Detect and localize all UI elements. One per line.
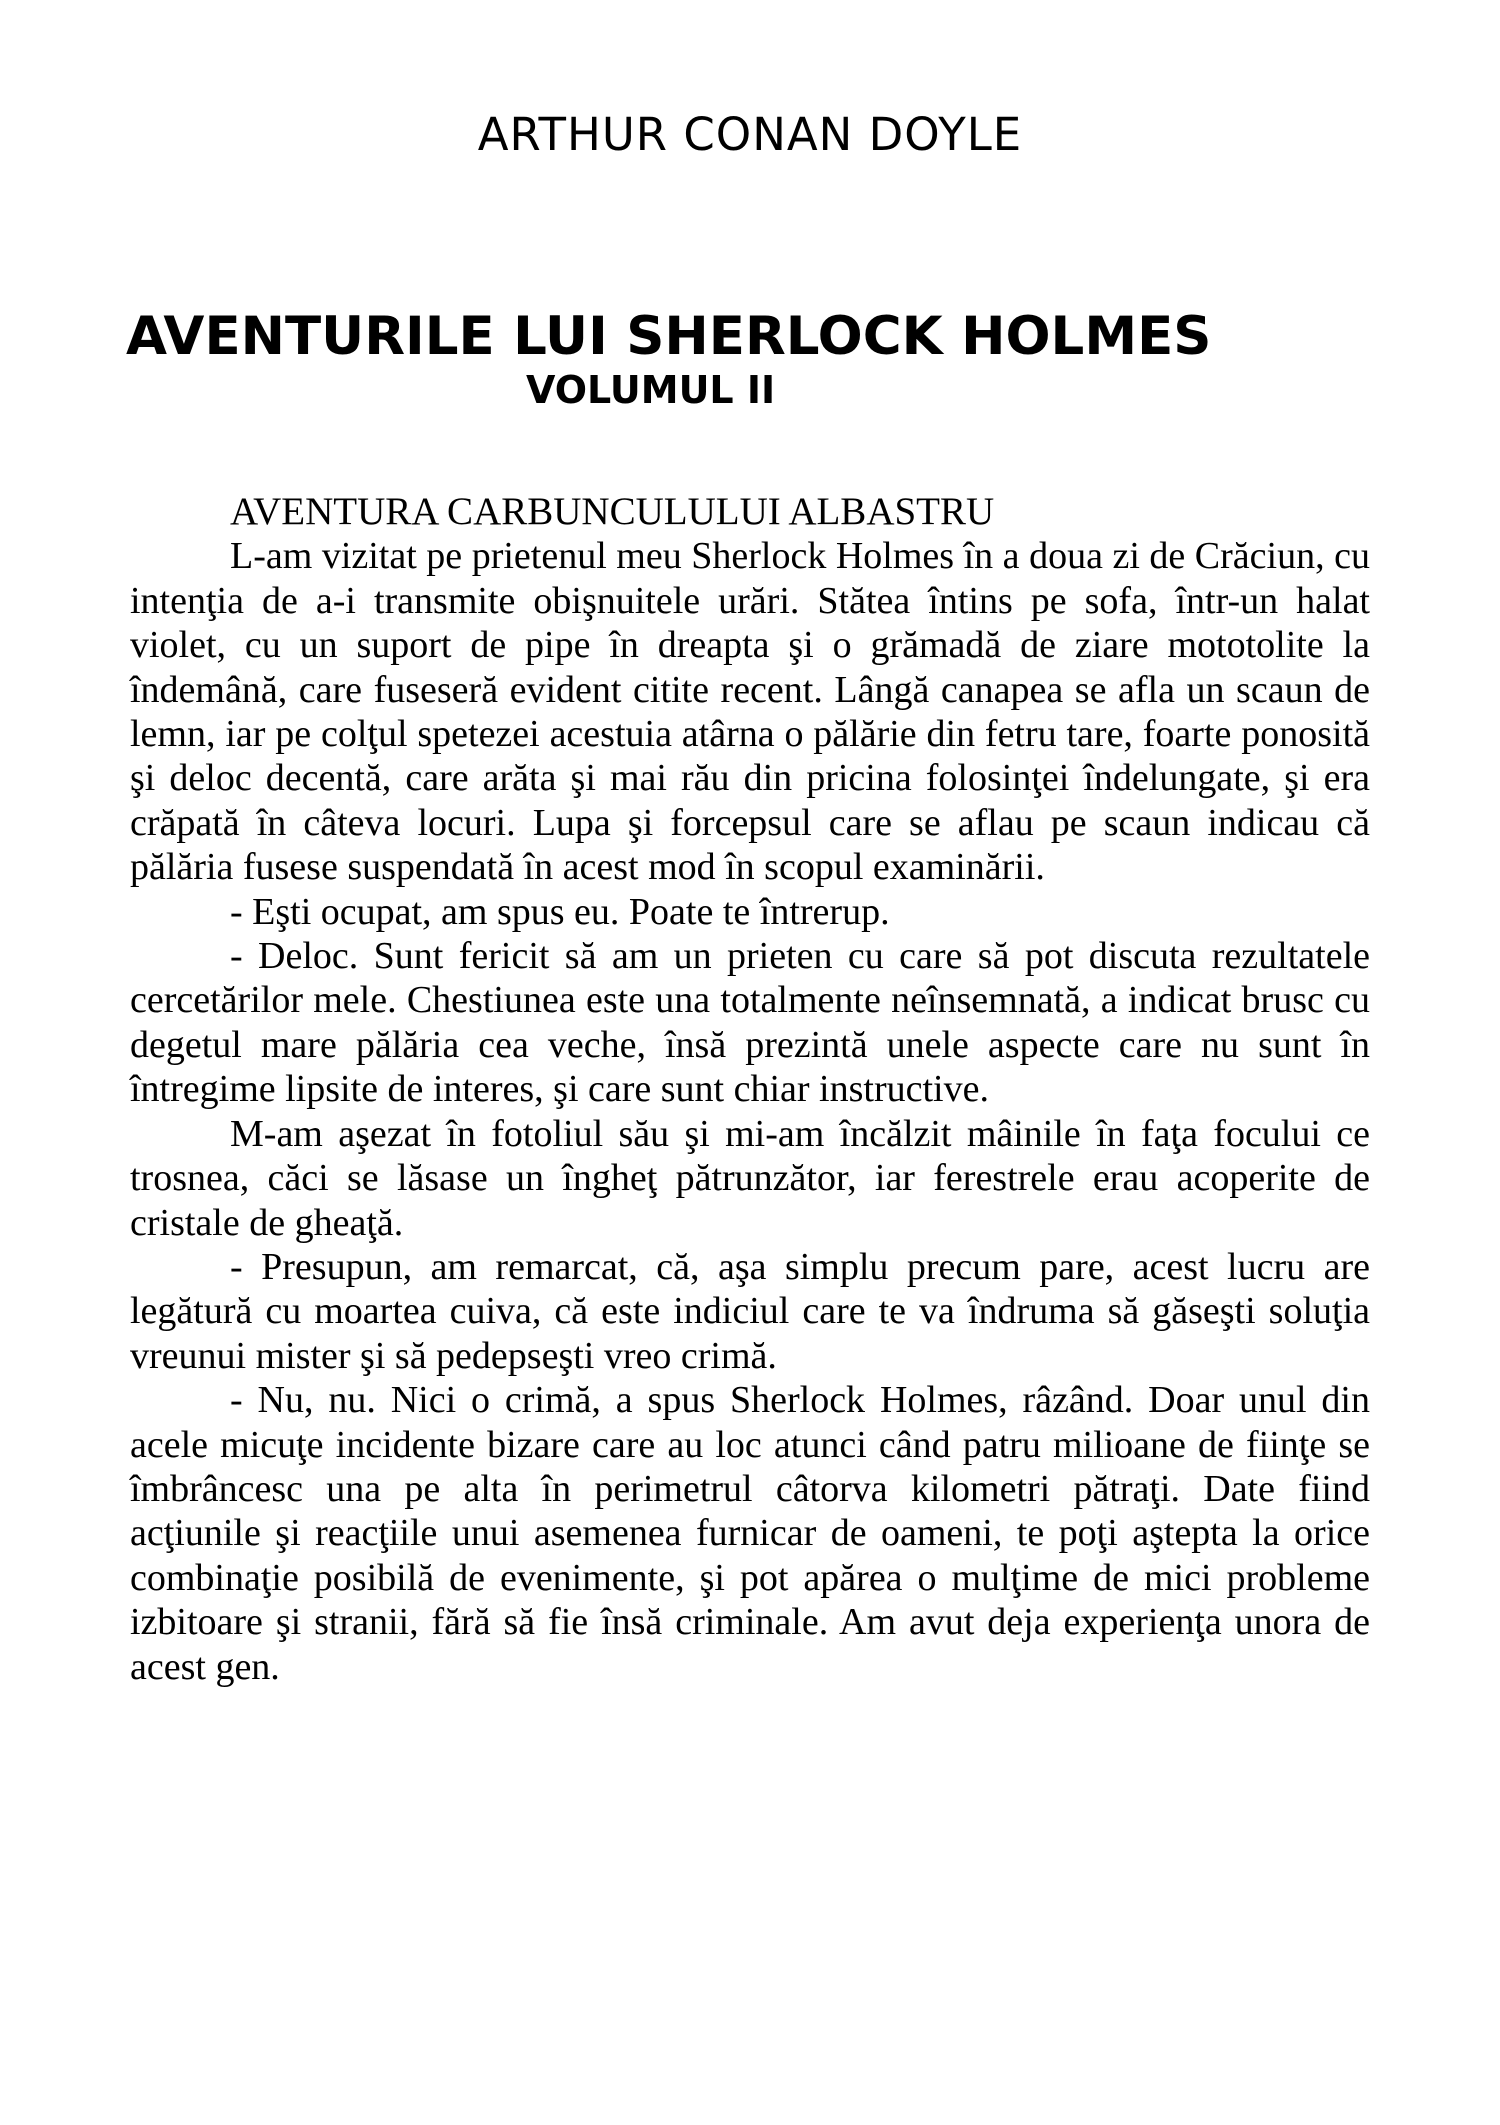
author-name: ARTHUR CONAN DOYLE [477,108,1023,161]
paragraph: - Eşti ocupat, am spus eu. Poate te întrerup. [230,890,890,933]
volume-label: VOLUMUL II [526,368,776,412]
paragraph: - Nu, nu. Nici o crimă, a spus Sherlock Holmes, râzând. Doar unul din acele micuţe incidente bizare care au loc atunci când patru milioane de fiinţe se îmbrâncesc una pe alta în perimetrul câtorva kilometri pătraţi. Date fiind acţiunile şi reacţiile unui asemenea furnicar de oameni, te poţi aştepta la orice combinaţie posibilă de evenimente, şi pot apărea o mulţime de mici probleme izbitoare şi stranii, fără să fie însă criminale. Am avut deja experienţa unora de acest gen. [130,1379,1370,1688]
paragraph: - Deloc. Sunt fericit să am un prieten cu care să pot discuta rezultatele cercetărilor mele. Chestiunea este una totalmente neînsemnată, a indicat brusc cu degetul mare pălăria cea veche, însă prezintă unele aspecte care nu sunt în întregime lipsite de interes, şi care sunt chiar instructive. [130,935,1370,1111]
paragraph: M-am aşezat în fotoliul său şi mi-am încălzit mâinile în faţa focului ce trosnea, căci se lăsase un îngheţ pătrunzător, iar ferestrele erau acoperite de cristale de gheaţă. [130,1112,1370,1244]
paragraph: - Presupun, am remarcat, că, aşa simplu precum pare, acest lucru are legătură cu moartea cuiva, că este indiciul care te va îndruma să găseşti soluţia vreunui mister şi să pedepseşti vreo crimă. [130,1245,1370,1377]
paragraph: L-am vizitat pe prietenul meu Sherlock Holmes în a doua zi de Crăciun, cu intenţia de a-i transmite obişnuitele urări. Stătea întins pe sofa, într-un halat violet, cu un suport de pipe în dreapta şi o grămadă de ziare mototolite la îndemână, care fuseseră evident citite recent. Lângă canapea se afla un scaun de lemn, iar pe colţul spetezei acestuia atârna o pălărie din fetru tare, foarte ponosită şi deloc decentă, care arăta şi mai rău din pricina folosinţei îndelungate, şi era crăpată în câteva locuri. Lupa şi forcepsul care se aflau pe scaun indicau că pălăria fusese suspendată în acest mod în scopul examinării. [130,535,1370,889]
chapter-title: AVENTURA CARBUNCULULUI ALBASTRU [230,490,995,533]
book-title: AVENTURILE LUI SHERLOCK HOLMES [126,306,1212,367]
body-text [130,490,1370,1689]
